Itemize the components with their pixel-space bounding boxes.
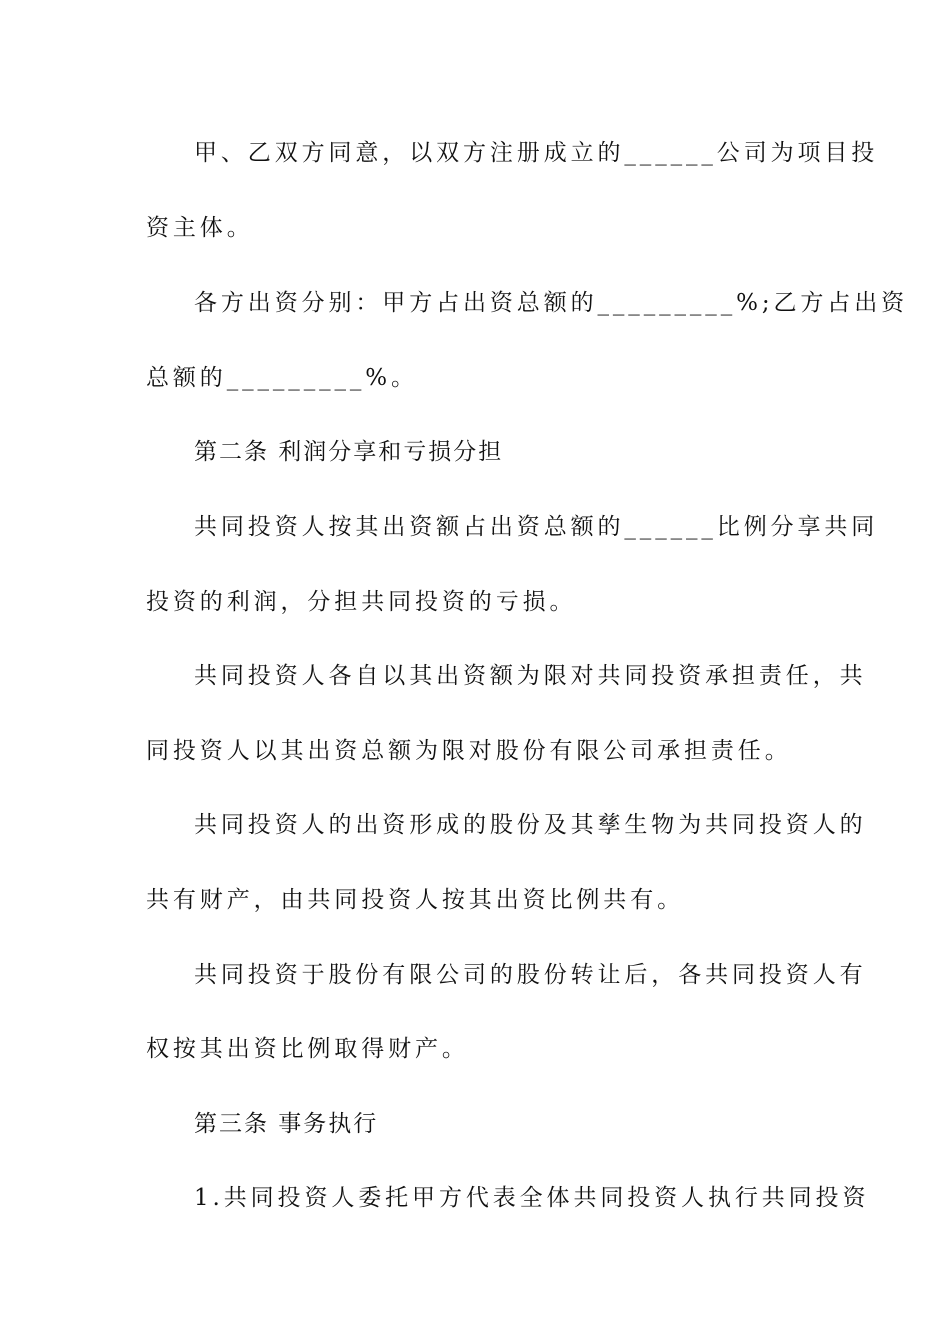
article-3-heading: 第三条 事务执行 bbox=[194, 1111, 379, 1137]
paragraph-affairs-execution-line-1: 1.共同投资人委托甲方代表全体共同投资人执行共同投资 bbox=[194, 1185, 870, 1211]
paragraph-profit-sharing-line-1: 共同投资人按其出资额占出资总额的______比例分享共同 bbox=[194, 514, 879, 540]
paragraph-profit-sharing-line-2: 投资的利润，分担共同投资的亏损。 bbox=[146, 589, 577, 615]
paragraph-common-property-line-2: 共有财产，由共同投资人按其出资比例共有。 bbox=[146, 887, 684, 913]
paragraph-liability-line-2: 同投资人以其出资总额为限对股份有限公司承担责任。 bbox=[146, 738, 792, 764]
paragraph-capital-contribution-line-1: 各方出资分别：甲方占出资总额的_________%;乙方占出资 bbox=[194, 290, 909, 316]
paragraph-investment-entity-line-1: 甲、乙双方同意，以双方注册成立的______公司为项目投 bbox=[194, 140, 879, 166]
paragraph-liability-line-1: 共同投资人各自以其出资额为限对共同投资承担责任，共 bbox=[194, 663, 867, 689]
paragraph-investment-entity-line-2: 资主体。 bbox=[146, 215, 254, 241]
article-2-heading: 第二条 利润分享和亏损分担 bbox=[194, 439, 504, 465]
paragraph-share-transfer-line-2: 权按其出资比例取得财产。 bbox=[146, 1036, 469, 1062]
paragraph-capital-contribution-line-2: 总额的_________%。 bbox=[146, 365, 418, 391]
paragraph-share-transfer-line-1: 共同投资于股份有限公司的股份转让后，各共同投资人有 bbox=[194, 962, 867, 988]
paragraph-common-property-line-1: 共同投资人的出资形成的股份及其孳生物为共同投资人的 bbox=[194, 812, 867, 838]
